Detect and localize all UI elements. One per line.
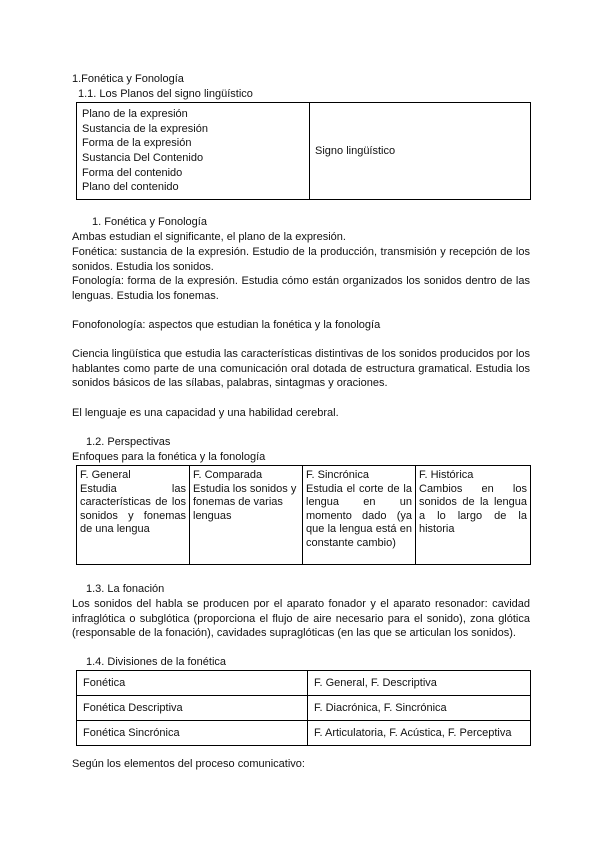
paragraph-fonetica: Fonética: sustancia de la expresión. Estudio de la producción, transmisión y recepción de los sonidos. Estudia los sonidos.: [72, 246, 530, 273]
planes-right-cell: Signo lingüístico: [310, 103, 531, 200]
perspective-title: F. Comparada: [193, 469, 263, 481]
division-right-cell: F. Articulatoria, F. Acústica, F. Perceptiva: [308, 721, 531, 746]
perspective-title: F. Histórica: [419, 469, 474, 481]
table-row: [77, 696, 531, 721]
planes-table: [76, 102, 531, 200]
paragraph-enfoques: Enfoques para la fonética y la fonología: [72, 451, 266, 463]
perspective-cell: [190, 466, 303, 565]
division-left-cell: Fonética Descriptiva: [77, 696, 308, 721]
section-heading-1-2: 1.2. Perspectivas: [86, 436, 171, 448]
plane-item: Sustancia Del Contenido: [82, 152, 204, 164]
paragraph-fonacion: Los sonidos del habla se producen por el aparato fonador y el aparato resonador: cavidad infraglótica o subglótica (proporciona el flujo de aire necesario para el sonido), zona glótica (responsable de la fonación), cavidades supraglóticas (en las que se articulan los sonidos).: [72, 598, 530, 640]
perspective-cell: [303, 466, 416, 565]
list-heading-fonetica-fonologia: 1. Fonética y Fonología: [92, 216, 207, 228]
division-left-cell: Fonética Sincrónica: [77, 721, 308, 746]
perspective-body: Estudia el corte de la lengua en un momento dado (ya que la lengua está en constante cambio): [306, 482, 412, 549]
perspective-body: Cambios en los sonidos de la lengua a lo largo de la historia: [419, 482, 527, 536]
perspective-body: Estudia las características de los sonidos y fonemas de una lengua: [80, 482, 186, 536]
paragraph-lenguaje: El lenguaje es una capacidad y una habilidad cerebral.: [72, 407, 339, 419]
division-left-cell: Fonética: [77, 671, 308, 696]
plane-item: Plano de la expresión: [82, 108, 188, 121]
plane-item: Forma de la expresión: [82, 137, 192, 150]
section-heading-1: 1.Fonética y Fonología: [72, 73, 184, 85]
paragraph-fonofonologia: Fonofonología: aspectos que estudian la fonética y la fonología: [72, 319, 381, 331]
perspectives-table: [76, 465, 531, 565]
section-heading-1-1: 1.1. Los Planos del signo lingüístico: [78, 88, 253, 100]
divisions-table: [76, 670, 531, 746]
perspective-body: Estudia los sonidos y fonemas de varias lenguas: [193, 482, 297, 522]
perspective-cell: [77, 466, 190, 565]
section-heading-1-3: 1.3. La fonación: [86, 583, 165, 595]
division-right-cell: F. General, F. Descriptiva: [308, 671, 531, 696]
plane-item: Forma del contenido: [82, 166, 183, 179]
planes-left-cell: [77, 103, 310, 200]
plane-item: Plano del contenido: [82, 181, 179, 194]
section-heading-1-4: 1.4. Divisiones de la fonética: [86, 656, 227, 668]
paragraph-ciencia: Ciencia lingüística que estudia las características distintivas de los sonidos producidos por los hablantes como parte de una comunicación oral dotada de estructura gramatical. Estudia los sonidos básicos de las sílabas, palabras, sintagmas y oraciones.: [72, 348, 530, 390]
plane-item: Sustancia de la expresión: [82, 122, 208, 135]
paragraph-segun: Según los elementos del proceso comunicativo:: [72, 758, 305, 770]
perspective-title: F. Sincrónica: [306, 469, 369, 481]
division-right-cell: F. Diacrónica, F. Sincrónica: [308, 696, 531, 721]
perspective-title: F. General: [80, 469, 131, 481]
perspective-cell: [416, 466, 531, 565]
paragraph-fonologia: Fonología: forma de la expresión. Estudia cómo están organizados los sonidos dentro de las lenguas. Estudia los fonemas.: [72, 275, 530, 302]
table-row: [77, 671, 531, 696]
paragraph-ambas: Ambas estudian el significante, el plano de la expresión.: [72, 231, 346, 243]
table-row: [77, 721, 531, 746]
